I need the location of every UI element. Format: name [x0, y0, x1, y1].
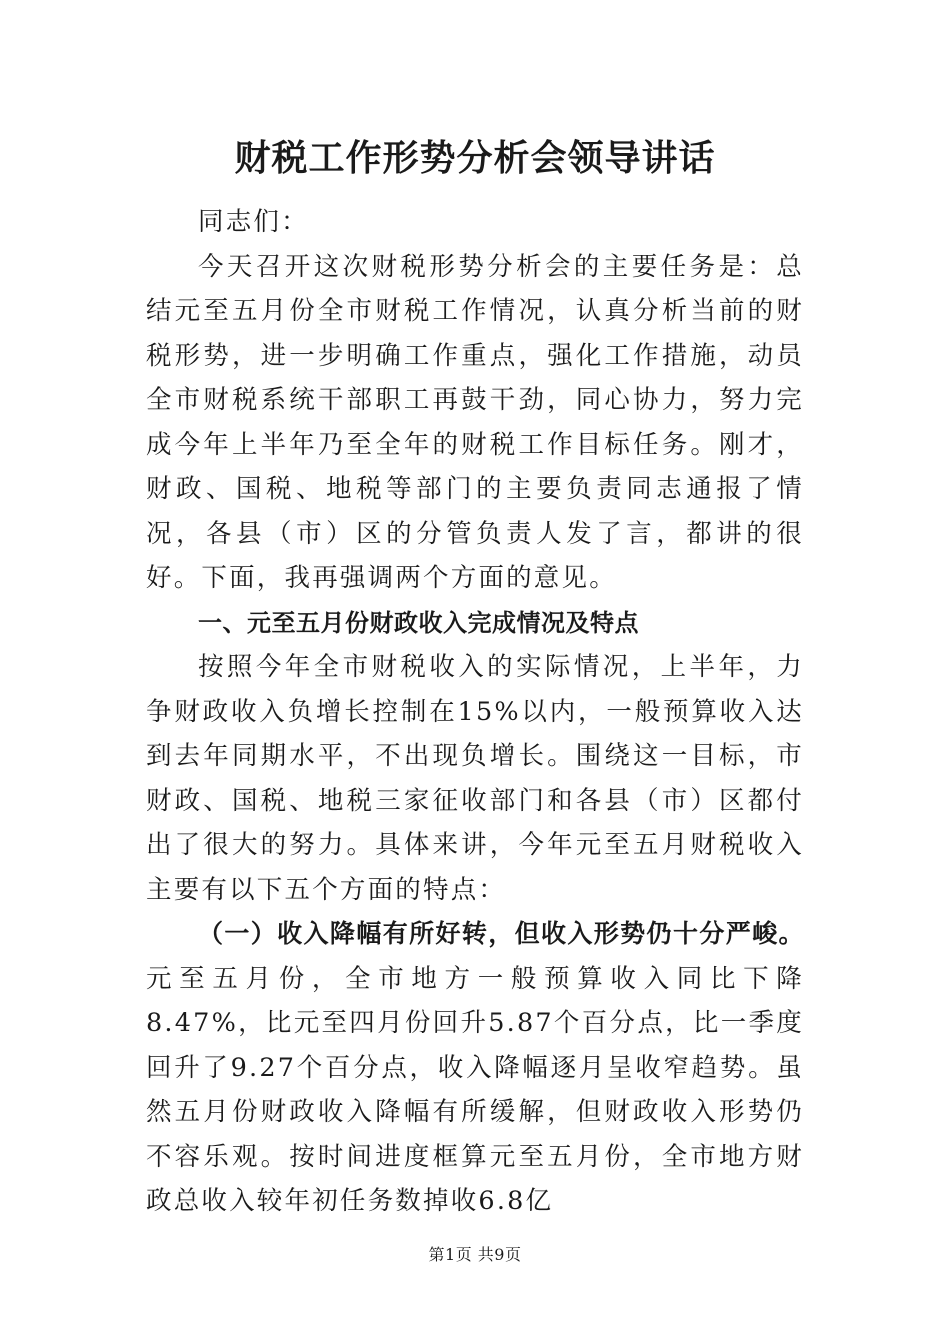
- paragraph-subsection-1: [146, 912, 804, 1224]
- document-body: [146, 200, 804, 1224]
- paragraph-section-1: 按照今年全市财税收入的实际情况，上半年，力争财政收入负增长控制在15%以内，一般预算收入达到去年同期水平，不出现负增长。围绕这一目标，市财政、国税、地税三家征收部门和各县（市）区都付出了很大的努力。具体来讲，今年元至五月财税收入主要有以下五个方面的特点：: [146, 652, 804, 905]
- subsection-heading: （一）收入降幅有所好转，但收入形势仍十分严峻。: [198, 919, 804, 948]
- salutation: 同志们：: [198, 207, 309, 237]
- document-title: 财税工作形势分析会领导讲话: [234, 137, 716, 179]
- section-heading: 一、元至五月份财政收入完成情况及特点: [198, 608, 639, 637]
- subsection-text: 元至五月份，全市地方一般预算收入同比下降8.47%，比元至四月份回升5.87个百分点，比一季度回升了9.27个百分点，收入降幅逐月呈收窄趋势。虽然五月份财政收入降幅有所缓解，但财政收入形势仍不容乐观。按时间进度框算元至五月份，全市地方财政总收入较年初任务数掉收6.8亿: [146, 963, 804, 1216]
- paragraph-intro: 今天召开这次财税形势分析会的主要任务是：总结元至五月份全市财税工作情况，认真分析当前的财税形势，进一步明确工作重点，强化工作措施，动员全市财税系统干部职工再鼓干劲，同心协力，努力完成今年上半年乃至全年的财税工作目标任务。刚才，财政、国税、地税等部门的主要负责同志通报了情况，各县（市）区的分管负责人发了言，都讲的很好。下面，我再强调两个方面的意见。: [146, 251, 804, 593]
- page-number: 第1页 共9页: [428, 1245, 522, 1264]
